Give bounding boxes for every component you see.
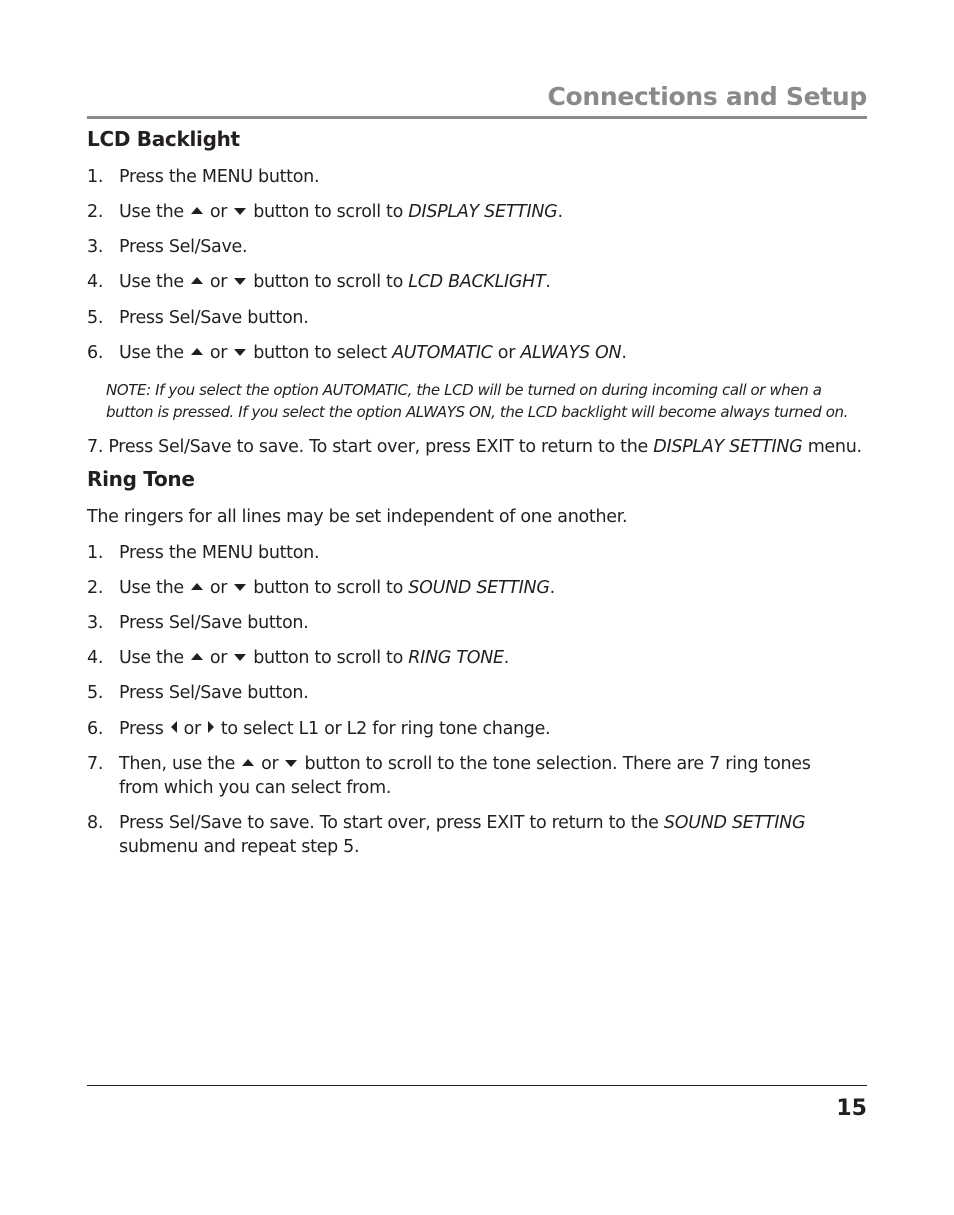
up-arrow-icon	[191, 277, 203, 284]
step-text	[119, 200, 563, 224]
step-text-end: .	[557, 202, 563, 222]
step-number: 7.	[87, 754, 104, 774]
step-text-pre: Use the	[119, 272, 184, 292]
down-arrow-icon	[234, 654, 246, 661]
step-text-line-2: from which you can select from.	[119, 778, 392, 798]
section-heading-ring-tone: Ring Tone	[87, 467, 195, 491]
step-text-line-2: submenu and repeat step 5.	[119, 837, 360, 857]
step-number: 2.	[87, 578, 104, 598]
step-text-pre: Use the	[119, 648, 184, 668]
step-text-emphasis-2: ALWAYS ON	[520, 343, 622, 363]
step-number: 6.	[87, 343, 104, 363]
header-rule	[87, 116, 867, 119]
step-text-post: button to scroll to	[253, 202, 404, 222]
step-text-post: button to select	[253, 343, 387, 363]
step-text	[119, 646, 509, 670]
step-text-end: .	[503, 648, 510, 668]
down-arrow-icon	[234, 349, 246, 356]
step-text-end: .	[545, 272, 551, 292]
section-heading-lcd-backlight: LCD Backlight	[87, 127, 240, 151]
step-text	[119, 752, 811, 776]
step-text-pre: Use the	[119, 343, 184, 363]
step-number: 4.	[87, 648, 104, 668]
step-number: 1.	[87, 543, 104, 563]
step-text	[119, 576, 555, 600]
step-text-emphasis: AUTOMATIC	[392, 343, 493, 363]
step-number: 4.	[87, 272, 104, 292]
step-text: Press Sel/Save.	[119, 237, 248, 257]
step-text-pre: Use the	[119, 578, 184, 598]
step-text-emphasis: DISPLAY SETTING	[408, 202, 558, 222]
step-text: Press Sel/Save button.	[119, 613, 309, 633]
step-text-emphasis: SOUND SETTING	[663, 813, 806, 833]
step-text	[119, 341, 627, 365]
right-arrow-icon	[208, 721, 214, 733]
note-line-1: NOTE: If you select the option AUTOMATIC, the LCD will be turned on during incoming call or when a	[106, 381, 822, 399]
left-arrow-icon	[171, 721, 177, 733]
step-text-or: or	[209, 578, 228, 598]
step-number: 6.	[87, 719, 104, 739]
step-number: 2.	[87, 202, 104, 222]
up-arrow-icon	[191, 653, 203, 660]
step-text-pre: Press	[119, 719, 164, 739]
step-text-or: or	[209, 343, 228, 363]
step-text-post: to select L1 or L2 for ring tone change.	[220, 719, 551, 739]
step-text-pre: Use the	[119, 202, 184, 222]
step-text-post: button to scroll to the tone selection. There are 7 ring tones	[304, 754, 811, 774]
up-arrow-icon	[191, 207, 203, 214]
step-text-or: or	[209, 272, 228, 292]
step-text-or: or	[209, 202, 228, 222]
footer-rule	[87, 1085, 867, 1086]
down-arrow-icon	[285, 760, 297, 767]
step-number: 8.	[87, 813, 104, 833]
ring-tone-intro: The ringers for all lines may be set independent of one another.	[87, 507, 628, 527]
step-text-or: or	[183, 719, 201, 739]
down-arrow-icon	[234, 278, 246, 285]
step-text: Press the MENU button.	[119, 167, 320, 187]
step-text-pre: Then, use the	[119, 754, 236, 774]
step-number: 1.	[87, 167, 104, 187]
step-text-end: menu.	[807, 437, 862, 457]
step-text-post: button to scroll to	[253, 272, 404, 292]
step-text-emphasis: RING TONE	[408, 648, 504, 668]
lcd-step-7	[87, 435, 862, 459]
step-text-pre: Press Sel/Save to save. To start over, press EXIT to return to the	[119, 813, 659, 833]
step-text-post: button to scroll to	[253, 578, 404, 598]
step-text-emphasis: SOUND SETTING	[408, 578, 550, 598]
down-arrow-icon	[234, 584, 246, 591]
step-text-end: .	[621, 343, 627, 363]
page-header-title: Connections and Setup	[547, 82, 867, 111]
step-text: Press Sel/Save button.	[119, 308, 309, 328]
down-arrow-icon	[234, 208, 246, 215]
step-text-or: or	[209, 648, 228, 668]
page-number: 15	[836, 1096, 867, 1121]
step-text-mid: or	[497, 343, 516, 363]
up-arrow-icon	[191, 348, 203, 355]
step-text-emphasis: LCD BACKLIGHT	[408, 272, 546, 292]
step-number: 5.	[87, 683, 104, 703]
note-line-2: button is pressed. If you select the option ALWAYS ON, the LCD backlight will become always turned on.	[106, 403, 848, 421]
step-text-emphasis: DISPLAY SETTING	[653, 437, 803, 457]
up-arrow-icon	[191, 583, 203, 590]
up-arrow-icon	[242, 759, 254, 766]
step-number: 3.	[87, 613, 104, 633]
step-text-post: button to scroll to	[253, 648, 404, 668]
step-text-end: .	[549, 578, 555, 598]
step-text	[119, 811, 805, 835]
step-number: 5.	[87, 308, 104, 328]
step-text	[119, 717, 550, 741]
step-number: 3.	[87, 237, 104, 257]
step-text	[119, 270, 551, 294]
step-text: Press Sel/Save button.	[119, 683, 309, 703]
step-text-or: or	[261, 754, 279, 774]
step-text: Press the MENU button.	[119, 543, 320, 563]
step-text: 7. Press Sel/Save to save. To start over, press EXIT to return to the	[87, 437, 649, 457]
